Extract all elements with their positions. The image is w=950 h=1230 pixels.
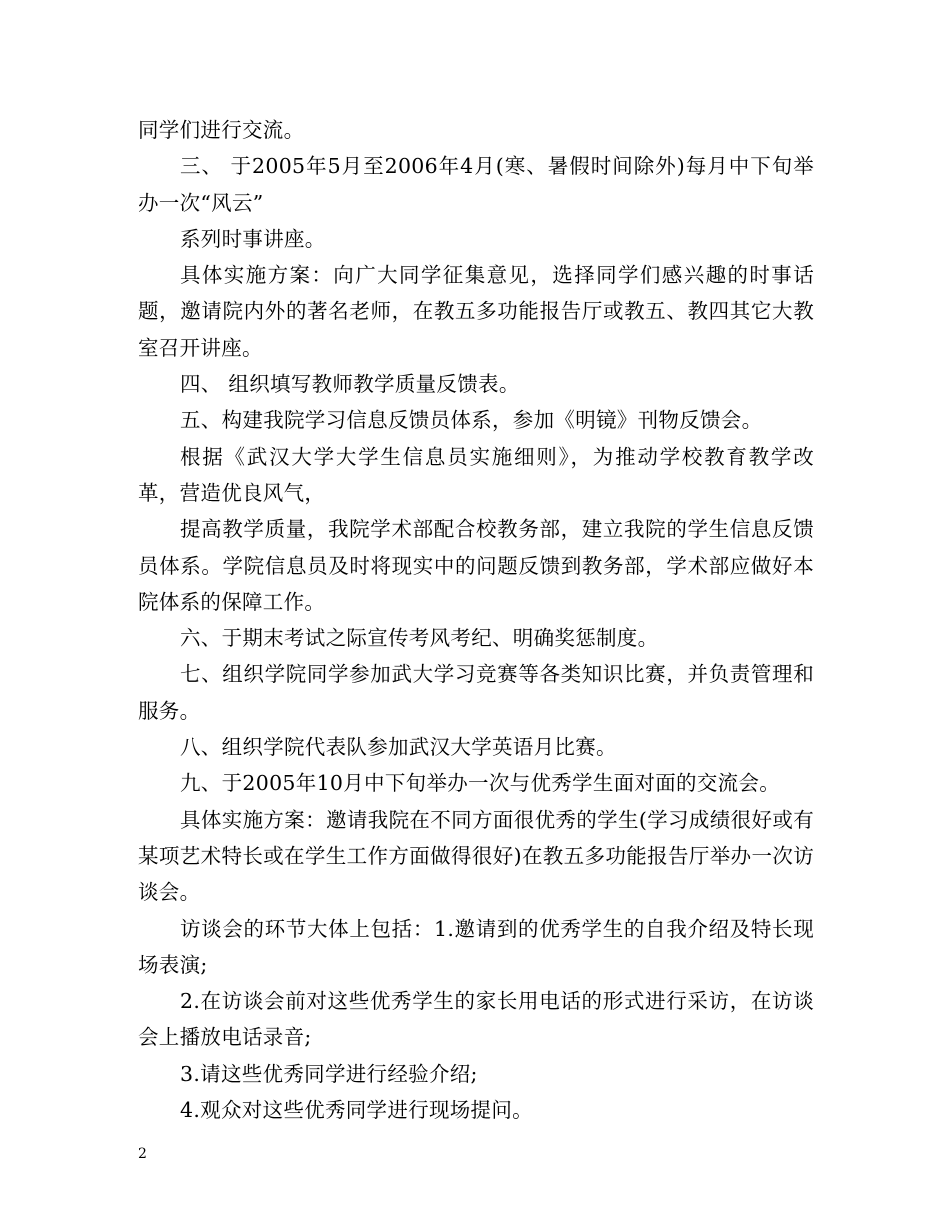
paragraph-7: 根据《武汉大学大学生信息员实施细则》，为推动学校教育教学改革，营造优良风气， <box>138 444 814 505</box>
paragraph-9: 六、于期末考试之际宣传考风考纪、明确奖惩制度。 <box>180 626 659 651</box>
paragraph-16: 3.请这些优秀同学进行经验介绍; <box>180 1061 478 1086</box>
paragraph-1: 同学们进行交流。 <box>138 118 305 142</box>
paragraph-4: 具体实施方案：向广大同学征集意见，选择同学们感兴趣的时事话题，邀请院内外的著名老师，在教五多功能报告厅或教五、教四其它大教室召开讲座。 <box>138 263 814 360</box>
document-body <box>138 112 814 1128</box>
paragraph-13: 具体实施方案：邀请我院在不同方面很优秀的学生(学习成绩很好或有某项艺术特长或在学生工作方面做得很好)在教五多功能报告厅举办一次访谈会。 <box>138 807 814 905</box>
paragraph-8: 提高教学质量，我院学术部配合校教务部，建立我院的学生信息反馈员体系。学院信息员及时将现实中的问题反馈到教务部，学术部应做好本院体系的保障工作。 <box>138 517 814 614</box>
paragraph-11: 八、组织学院代表队参加武汉大学英语月比赛。 <box>180 735 617 760</box>
paragraph-12: 九、于2005年10月中下旬举办一次与优秀学生面对面的交流会。 <box>180 771 781 796</box>
paragraph-5: 四、 组织填写教师教学质量反馈表。 <box>180 372 520 397</box>
paragraph-3: 系列时事讲座。 <box>180 226 326 251</box>
paragraph-14: 访谈会的环节大体上包括：1.邀请到的优秀学生的自我介绍及特长现场表演; <box>138 916 814 977</box>
paragraph-15: 2.在访谈会前对这些优秀学生的家长用电话的形式进行采访，在访谈会上播放电话录音; <box>138 989 814 1050</box>
paragraph-6: 五、构建我院学习信息反馈员体系，参加《明镜》刊物反馈会。 <box>180 408 763 433</box>
paragraph-2: 三、 于2005年5月至2006年4月(寒、暑假时间除外)每月中下旬举办一次“风云” <box>138 154 814 215</box>
paragraph-17: 4.观众对这些优秀同学进行现场提问。 <box>180 1098 533 1123</box>
paragraph-10: 七、组织学院同学参加武大学习竞赛等各类知识比赛，并负责管理和服务。 <box>138 662 814 723</box>
page-number: 2 <box>138 1146 147 1162</box>
